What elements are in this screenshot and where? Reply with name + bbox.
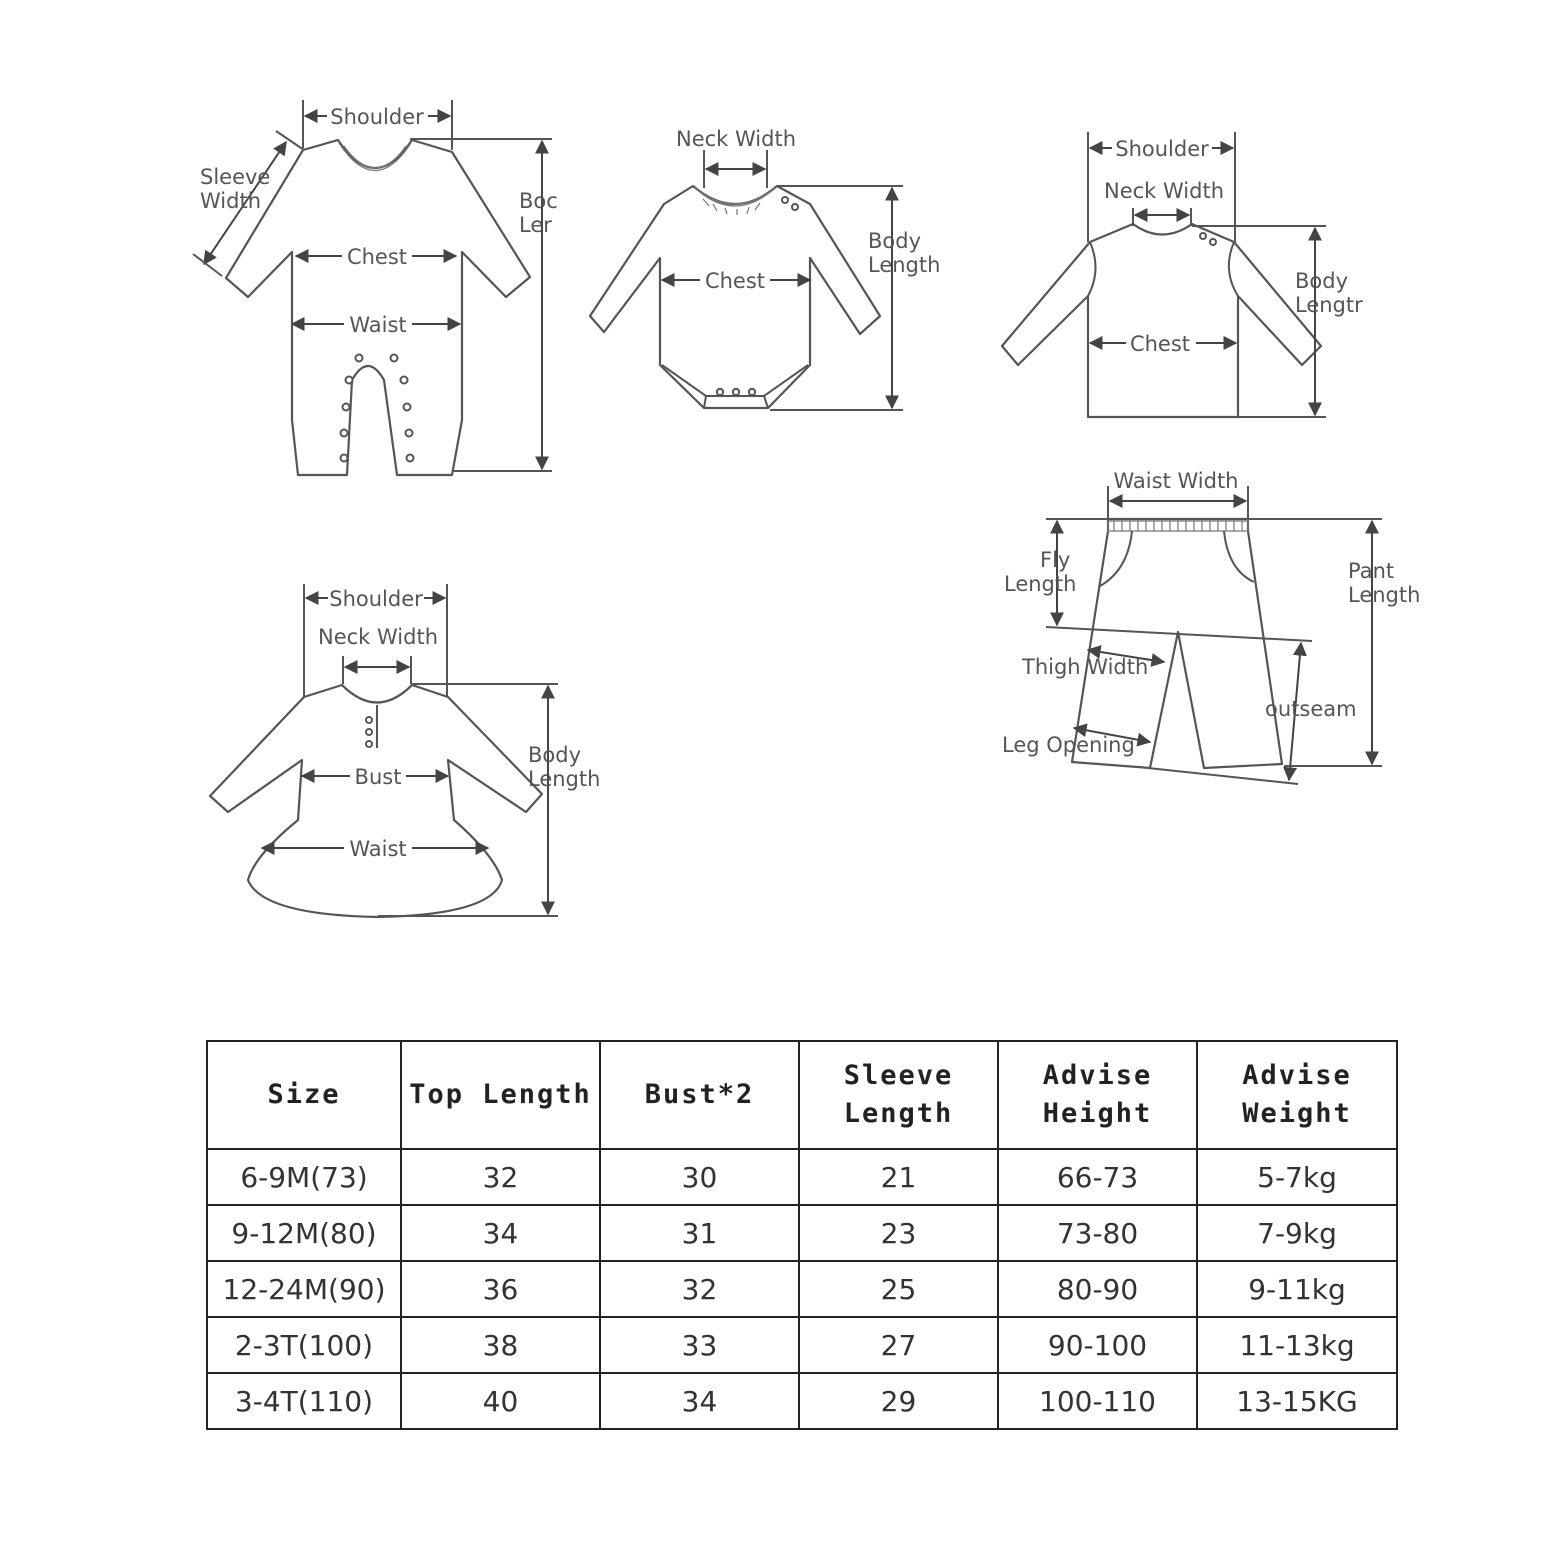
- top-body-length-label-2: Lengtr: [1295, 293, 1363, 317]
- cell-bust: 30: [600, 1149, 799, 1205]
- table-row: [207, 1373, 1397, 1429]
- pants-waist-width-label: Waist Width: [1113, 469, 1239, 493]
- header-top-length: Top Length: [401, 1041, 600, 1149]
- size-chart-table: [206, 1040, 1398, 1430]
- header-advise-weight: Advise Weight: [1197, 1041, 1397, 1149]
- size-table-header-row: [207, 1041, 1397, 1149]
- top-illustration: [1002, 132, 1363, 417]
- bodysuit-illustration: [590, 127, 940, 410]
- cell-bust: 31: [600, 1205, 799, 1261]
- dress-body-length-label-2: Length: [528, 767, 601, 791]
- cell-bust: 33: [600, 1317, 799, 1373]
- top-outline: [1002, 224, 1321, 417]
- top-body-length-label-1: Body: [1295, 269, 1349, 293]
- cell-size: 6-9M(73): [207, 1149, 401, 1205]
- romper-outline: [226, 140, 530, 475]
- bodysuit-body-length-label-2: Length: [868, 253, 941, 277]
- bodysuit-body-length-label-1: Body: [868, 229, 922, 253]
- romper-sleeve-width-label-2: Width: [200, 189, 262, 213]
- cell-advise-height: 90-100: [998, 1317, 1197, 1373]
- romper-illustration: [193, 100, 558, 475]
- cell-advise-weight: 7-9kg: [1197, 1205, 1397, 1261]
- dress-bust-label: Bust: [354, 765, 402, 789]
- pants-illustration: [1002, 469, 1420, 784]
- cell-advise-height: 100-110: [998, 1373, 1197, 1429]
- top-chest-label: Chest: [1129, 332, 1191, 356]
- pants-outseam-label: outseam: [1265, 697, 1357, 721]
- bodysuit-outline: [590, 186, 880, 408]
- pants-fly-length-label-1: Fly: [1040, 548, 1071, 572]
- cell-sleeve-length: 23: [799, 1205, 998, 1261]
- dress-waist-label: Waist: [349, 837, 407, 861]
- pants-length-label-1: Pant: [1348, 559, 1395, 583]
- pants-fly-length-label-2: Length: [1004, 572, 1077, 596]
- header-size: Size: [207, 1041, 401, 1149]
- pants-outline: [1072, 519, 1282, 768]
- cell-bust: 34: [600, 1373, 799, 1429]
- cell-size: 3-4T(110): [207, 1373, 401, 1429]
- cell-size: 2-3T(100): [207, 1317, 401, 1373]
- header-bust: Bust*2: [600, 1041, 799, 1149]
- romper-body-length-label-1: Boc: [519, 189, 558, 213]
- cell-advise-weight: 11-13kg: [1197, 1317, 1397, 1373]
- pants-length-label-2: Length: [1348, 583, 1421, 607]
- bodysuit-chest-label: Chest: [704, 269, 766, 293]
- header-advise-height: Advise Height: [998, 1041, 1197, 1149]
- cell-advise-weight: 5-7kg: [1197, 1149, 1397, 1205]
- cell-sleeve-length: 27: [799, 1317, 998, 1373]
- cell-advise-weight: 9-11kg: [1197, 1261, 1397, 1317]
- table-row: [207, 1205, 1397, 1261]
- cell-size: 12-24M(90): [207, 1261, 401, 1317]
- cell-top-length: 40: [401, 1373, 600, 1429]
- cell-bust: 32: [600, 1261, 799, 1317]
- dress-neck-width-label: Neck Width: [317, 625, 439, 649]
- table-row: [207, 1149, 1397, 1205]
- pants-leg-opening-label: Leg Opening: [1002, 733, 1135, 757]
- romper-sleeve-width-label-1: Sleeve: [200, 165, 271, 189]
- header-sleeve-length: Sleeve Length: [799, 1041, 998, 1149]
- cell-advise-weight: 13-15KG: [1197, 1373, 1397, 1429]
- cell-size: 9-12M(80): [207, 1205, 401, 1261]
- top-shoulder-label: Shoulder: [1115, 137, 1209, 161]
- romper-shoulder-label: Shoulder: [330, 105, 424, 129]
- cell-top-length: 38: [401, 1317, 600, 1373]
- table-row: [207, 1317, 1397, 1373]
- pants-thigh-width-label: Thigh Width: [1022, 655, 1149, 679]
- cell-advise-height: 66-73: [998, 1149, 1197, 1205]
- cell-sleeve-length: 25: [799, 1261, 998, 1317]
- table-row: [207, 1261, 1397, 1317]
- cell-advise-height: 73-80: [998, 1205, 1197, 1261]
- cell-advise-height: 80-90: [998, 1261, 1197, 1317]
- bodysuit-neck-width-label: Neck Width: [675, 127, 797, 151]
- dress-body-length-label-1: Body: [528, 743, 582, 767]
- romper-body-length-label-2: Ler: [519, 213, 552, 237]
- dress-shoulder-label: Shoulder: [329, 587, 423, 611]
- cell-sleeve-length: 21: [799, 1149, 998, 1205]
- cell-top-length: 34: [401, 1205, 600, 1261]
- dress-illustration: [210, 584, 600, 917]
- romper-waist-label: Waist: [349, 313, 407, 337]
- cell-top-length: 32: [401, 1149, 600, 1205]
- cell-top-length: 36: [401, 1261, 600, 1317]
- cell-sleeve-length: 29: [799, 1373, 998, 1429]
- top-neck-width-label: Neck Width: [1103, 179, 1225, 203]
- romper-chest-label: Chest: [346, 245, 408, 269]
